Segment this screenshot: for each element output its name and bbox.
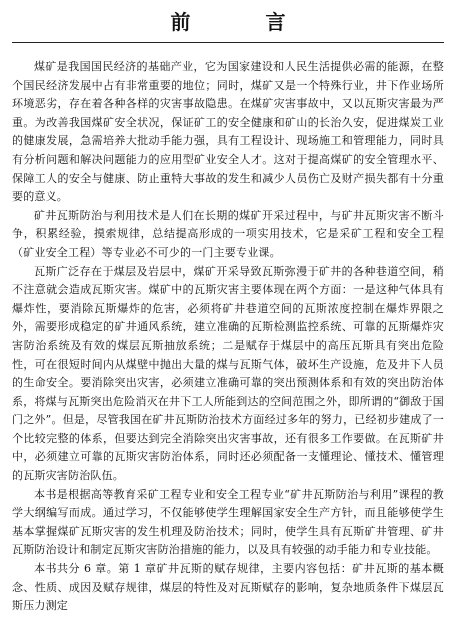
page-title: 前 言 [170,10,320,34]
paragraph-4: 本书是根据高等教育采矿工程专业和安全工程专业“矿井瓦斯防治与利用”课程的教学大纲编写而成。通过学习，不仅能够使学生理解国家安全生产方针，而且能够使学生基本掌握煤矿瓦斯灾害的发生机理及防治技术；同时，使学生具有瓦斯矿井管理、矿井瓦斯防治设计和制定瓦斯灾害防治措施的能力，以及具有较强的动手能力和专业技能。 [12,487,444,557]
paragraph-1: 煤矿是我国国民经济的基础产业，它为国家建设和人民生活提供必需的能源，在整个国民经济发展中占有非常重要的地位；同时，煤矿又是一个特殊行业，井下作业场所环境恶劣，存在着各种各样的灾害事故隐患。在煤矿灾害事故中，又以瓦斯灾害最为严重。为改善我国煤矿安全状况，保证矿工的安全健康和矿山的长治久安，促进煤炭工业的健康发展，急需培养大批动手能力强，具有工程设计、现场施工和管理能力，同时具有分析问题和解决问题能力的应用型矿业安全人才。这对于提高煤矿的安全管理水平、保障工人的安全与健康、防止重特大事故的发生和减少人员伤亡及财产损失都有十分重要的意义。 [12,60,444,204]
title-underline [12,42,444,43]
paragraph-3: 瓦斯广泛存在于煤层及岩层中，煤矿开采导致瓦斯弥漫于矿井的各种巷道空间，稍不注意就会造成瓦斯灾害。煤矿中的瓦斯灾害主要体现在两个方面：一是这种气体具有爆炸性，要消除瓦斯爆炸的危害，必须将矿井巷道空间的瓦斯浓度控制在爆炸界限之外，需要形成稳定的矿井通风系统，建立准确的瓦斯检测监控系统、可靠的瓦斯爆炸灾害防治系统及有效的煤层瓦斯抽放系统；二是赋存于煤层中的高压瓦斯具有突出危险性，可在很短时间内从煤壁中抛出大量的煤与瓦斯气体，破坏生产设施，危及井下人员的生命安全。要消除突出灾害，必须建立准确可靠的突出预测体系和有效的突出防治体系，将煤与瓦斯突出危险消灭在井下工人所能到达的空间范围之外，即所谓的“御敌于国门之外”。但是，尽管我国在矿井瓦斯防治技术方面经过多年的努力，已经初步建成了一个比较完整的体系，但要达到完全消除突出灾害事故，还有很多工作要做。在瓦斯矿井中，必须建立可靠的瓦斯灾害防治体系，同时还必须配备一支懂理论、懂技术、懂管理的瓦斯灾害防治队伍。 [12,264,444,483]
paragraph-5: 本书共分 6 章。第 1 章矿井瓦斯的赋存规律，主要内容包括：矿井瓦斯的基本概念、性质、成因及赋存规律，煤层的特性及对瓦斯赋存的影响，复杂地质条件下煤层瓦斯压力测定 [12,562,444,613]
paragraph-2: 矿井瓦斯防治与利用技术是人们在长期的煤矿开采过程中，与矿井瓦斯灾害不断斗争，积累经验，摸索规律，总结提高形成的一项实用技术，它是采矿工程和安全工程（矿业安全工程）等专业必不可少的一门主要专业课。 [12,208,444,259]
